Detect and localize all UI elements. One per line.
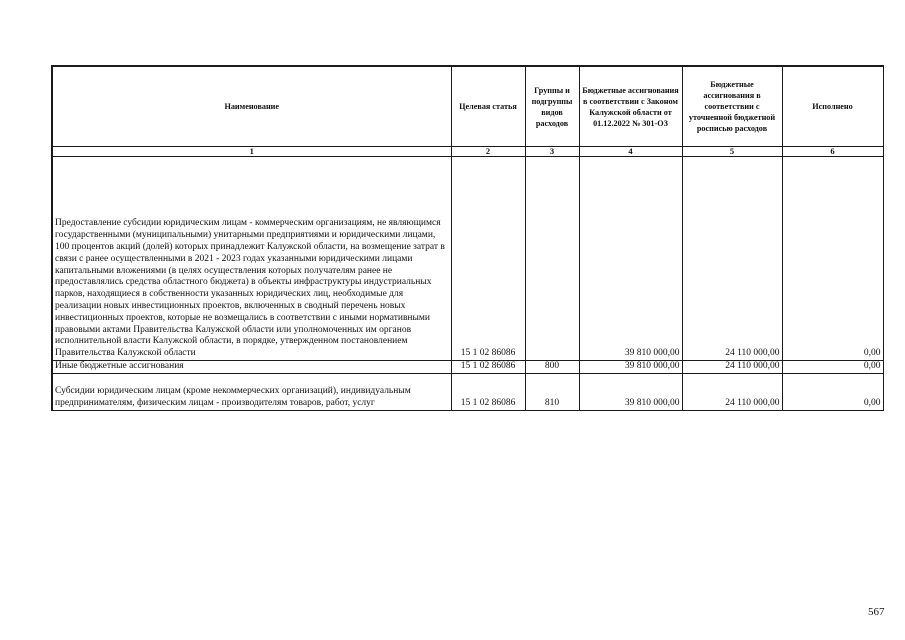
row-refined-amount: 24 110 000,00 [682, 157, 782, 361]
page-number: 567 [868, 606, 885, 618]
header-law-allocations: Бюджетные ассигнования в соответствии с Законом Калужской области от 01.12.2022 № 301-ОЗ [579, 66, 682, 147]
row-target-article: 15 1 02 86086 [451, 157, 525, 361]
table-row [52, 157, 883, 361]
row-name: Предоставление субсидии юридическим лицам - коммерческим организациям, не являющимся государственными (муниципальными) унитарными предприятиями и юридическими лицами, 100 процентов акций (долей) которых принадлежит Калужской области, на возмещение затрат в связи с ранее осуществленными в 2021 - 2023 годах указанными юридическими лицами капитальными вложениями (в целях осуществления которых получателям ранее не предоставлялись средства областного бюджета) в объекты инфраструктуры индустриальных парков, находящиеся в собственности указанных юридических лиц, необходимые для реализации новых инвестиционных проектов, включенных в сводный перечень новых инвестиционных проектов, которые не возмещались в соответствии с иными нормативными правовыми актами Правительства Калужской области или уполномоченных им органов исполнительной власти Калужской области, в порядке, утвержденном постановлением Правительства Калужской области [52, 157, 451, 361]
row-expense-group [525, 157, 579, 361]
table-row [52, 374, 883, 411]
row-law-amount: 39 810 000,00 [579, 374, 682, 411]
row-executed-amount: 0,00 [782, 374, 883, 411]
table-row [52, 361, 883, 374]
header-name: Наименование [52, 66, 451, 147]
row-name: Субсидии юридическим лицам (кроме некоммерческих организаций), индивидуальным предпринимателям, физическим лицам - производителям товаров, работ, услуг [52, 374, 451, 411]
column-number: 6 [782, 147, 883, 157]
column-number: 2 [451, 147, 525, 157]
column-number: 1 [52, 147, 451, 157]
header-executed: Исполнено [782, 66, 883, 147]
row-refined-amount: 24 110 000,00 [682, 361, 782, 374]
row-executed-amount: 0,00 [782, 361, 883, 374]
row-law-amount: 39 810 000,00 [579, 361, 682, 374]
header-refined-allocations: Бюджетные ассигнования в соответствии с уточненной бюджетной росписью расходов [682, 66, 782, 147]
column-number: 5 [682, 147, 782, 157]
header-row [52, 66, 883, 147]
column-number-row [52, 147, 883, 157]
row-target-article: 15 1 02 86086 [451, 361, 525, 374]
row-executed-amount: 0,00 [782, 157, 883, 361]
column-number: 3 [525, 147, 579, 157]
row-name: Иные бюджетные ассигнования [52, 361, 451, 374]
budget-table [51, 65, 884, 411]
row-target-article: 15 1 02 86086 [451, 374, 525, 411]
row-expense-group: 810 [525, 374, 579, 411]
header-target-article: Целевая статья [451, 66, 525, 147]
column-number: 4 [579, 147, 682, 157]
row-refined-amount: 24 110 000,00 [682, 374, 782, 411]
row-expense-group: 800 [525, 361, 579, 374]
row-law-amount: 39 810 000,00 [579, 157, 682, 361]
header-expense-group: Группы и подгруппы видов расходов [525, 66, 579, 147]
